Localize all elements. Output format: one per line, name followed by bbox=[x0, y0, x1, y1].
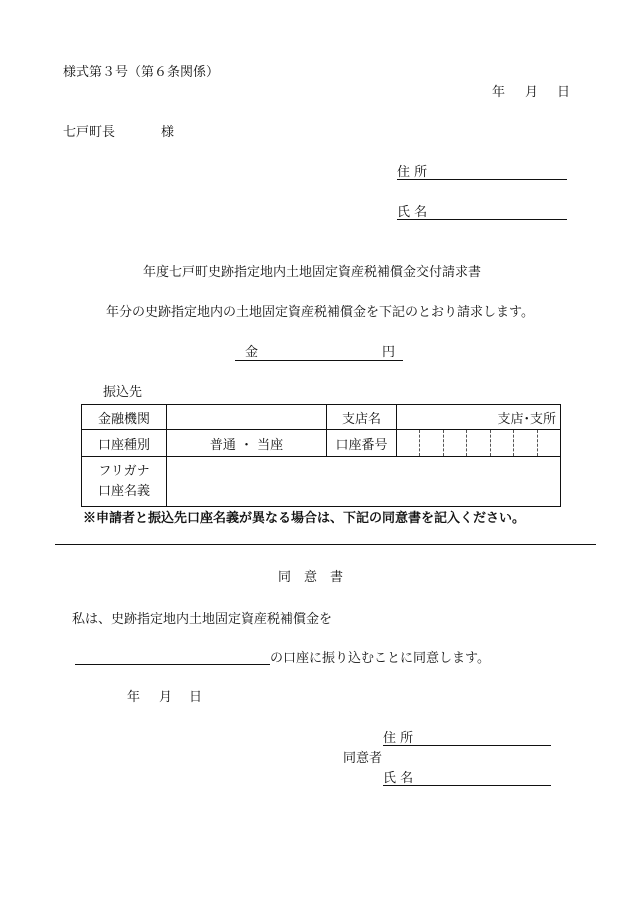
consent-date-month: 月 bbox=[159, 690, 173, 705]
consent-note: ※申請者と振込先口座名義が異なる場合は、下記の同意書を記入ください。 bbox=[83, 511, 526, 526]
bank-row-account bbox=[82, 430, 561, 457]
consent-name-label: 氏 名 bbox=[383, 771, 414, 786]
amount-unit: 円 bbox=[382, 345, 396, 360]
request-statement: 年分の史跡指定地内の土地固定資産税補償金を下記のとおり請求します。 bbox=[106, 305, 534, 320]
date-day-label: 日 bbox=[557, 85, 571, 100]
amount-prefix: 金 bbox=[245, 345, 259, 360]
consent-date-day: 日 bbox=[189, 690, 203, 705]
date-month-label: 月 bbox=[525, 85, 539, 100]
consent-address-label: 住 所 bbox=[383, 731, 414, 746]
account-digit-box[interactable] bbox=[491, 430, 514, 456]
branch-suffix: 支店･支所 bbox=[497, 411, 556, 427]
applicant-name-line bbox=[397, 219, 567, 220]
furigana-label: フリガナ bbox=[98, 463, 150, 479]
account-digit-box[interactable] bbox=[467, 430, 490, 456]
consent-title: 同 意 書 bbox=[278, 570, 344, 585]
amount-line bbox=[235, 360, 403, 361]
date-year-label: 年 bbox=[492, 85, 506, 100]
institution-field[interactable] bbox=[167, 405, 327, 430]
account-digit-box[interactable] bbox=[444, 430, 467, 456]
consent-blank-line bbox=[75, 664, 270, 665]
applicant-address-label: 住 所 bbox=[397, 165, 428, 180]
consent-address-line bbox=[383, 745, 551, 746]
account-digit-box[interactable] bbox=[397, 430, 420, 456]
holder-label: 口座名義 bbox=[97, 483, 150, 499]
addressee-name: 七戸町長 bbox=[63, 125, 116, 140]
account-number-field[interactable] bbox=[397, 430, 561, 457]
branch-field[interactable] bbox=[397, 405, 561, 430]
consent-date-year: 年 bbox=[127, 690, 141, 705]
account-type-label: 口座種別 bbox=[82, 430, 167, 457]
section-divider bbox=[55, 544, 596, 545]
applicant-name-label: 氏 名 bbox=[397, 205, 428, 220]
account-number-boxes bbox=[397, 430, 560, 456]
holder-field[interactable] bbox=[167, 457, 561, 507]
consent-line-2: の口座に振り込むことに同意します。 bbox=[270, 651, 490, 666]
form-id: 様式第３号（第６条関係） bbox=[63, 65, 220, 80]
branch-label: 支店名 bbox=[327, 405, 397, 430]
applicant-address-line bbox=[397, 179, 567, 180]
bank-table bbox=[81, 404, 561, 507]
document-title: 年度七戸町史跡指定地内土地固定資産税補償金交付請求書 bbox=[143, 265, 482, 280]
account-type-options[interactable]: 普通 ・ 当座 bbox=[167, 430, 327, 457]
bank-section-label: 振込先 bbox=[103, 385, 143, 400]
holder-label-cell bbox=[82, 457, 167, 507]
consent-name-line bbox=[383, 785, 551, 786]
addressee-honorific: 様 bbox=[161, 125, 175, 140]
institution-label: 金融機関 bbox=[82, 405, 167, 430]
account-number-label: 口座番号 bbox=[327, 430, 397, 457]
account-digit-box[interactable] bbox=[538, 430, 560, 456]
account-digit-box[interactable] bbox=[514, 430, 537, 456]
bank-row-institution bbox=[82, 405, 561, 430]
bank-row-holder bbox=[82, 457, 561, 507]
consent-line-1: 私は、史跡指定地内土地固定資産税補償金を bbox=[72, 612, 333, 627]
consenter-label: 同意者 bbox=[343, 751, 383, 766]
account-digit-box[interactable] bbox=[420, 430, 443, 456]
